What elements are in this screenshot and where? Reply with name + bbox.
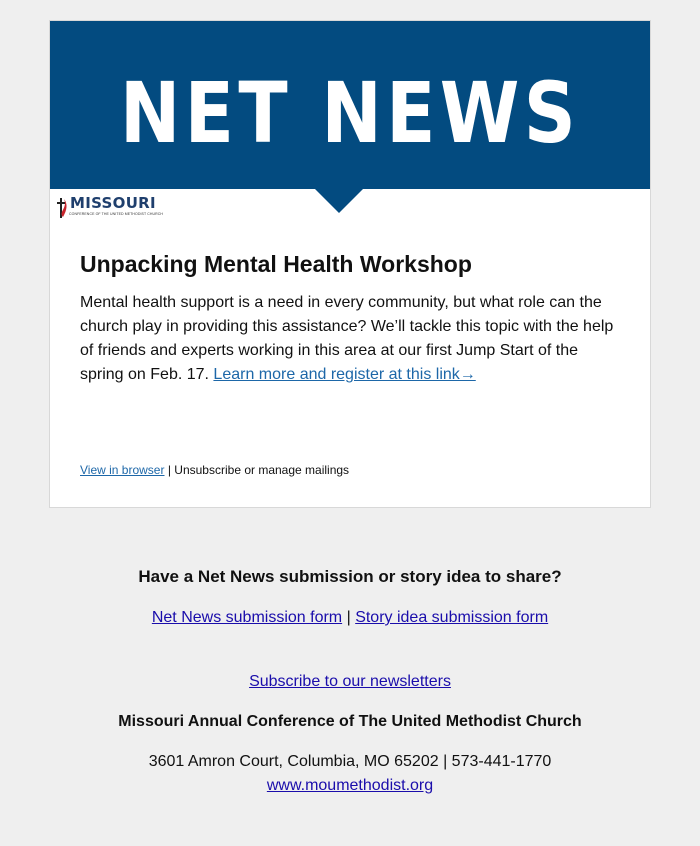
- article-headline: Unpacking Mental Health Workshop: [80, 251, 472, 277]
- submission-question: Have a Net News submission or story idea to share?: [138, 567, 562, 586]
- net-news-submission-link[interactable]: Net News submission form: [151, 609, 343, 626]
- forms-separator: |: [346, 609, 351, 626]
- article-body: [80, 291, 625, 387]
- header-banner: [50, 21, 650, 189]
- subscribe-link[interactable]: Subscribe to our newsletters: [249, 673, 451, 690]
- view-in-browser-link[interactable]: View in browser: [80, 463, 165, 477]
- subscribe-row: [0, 672, 700, 692]
- unsubscribe-link[interactable]: Unsubscribe or manage mailings: [174, 463, 350, 477]
- organization-address: 3601 Amron Court, Columbia, MO 65202 | 573-441-1770: [148, 753, 552, 770]
- banner-pointer: [315, 189, 363, 213]
- newsletter-card: [49, 20, 651, 508]
- cross-flame-icon: [56, 196, 68, 218]
- article-body-text: Mental health support is a need in every community, but what role can the church play in providing this assistance? We’ll tackle this topic with the help of friends and experts working in this area at our first Jump Start of the spring on Feb. 17.: [80, 294, 614, 383]
- organization-name: Missouri Annual Conference of The United Methodist Church: [118, 713, 582, 730]
- logo-name: MISSOURI: [70, 194, 156, 212]
- story-idea-submission-link[interactable]: Story idea submission form: [355, 609, 549, 626]
- utility-separator: |: [167, 463, 171, 477]
- banner-title: NET NEWS: [119, 64, 581, 162]
- learn-more-link[interactable]: Learn more and register at this link→: [213, 366, 476, 383]
- submission-forms: [0, 608, 700, 628]
- website-link[interactable]: www.moumethodist.org: [266, 777, 434, 794]
- utility-links: [80, 462, 349, 478]
- website-row: [0, 776, 700, 796]
- logo-subtitle: CONFERENCE OF THE UNITED METHODIST CHURCH: [69, 212, 164, 216]
- missouri-conference-logo: [56, 194, 164, 219]
